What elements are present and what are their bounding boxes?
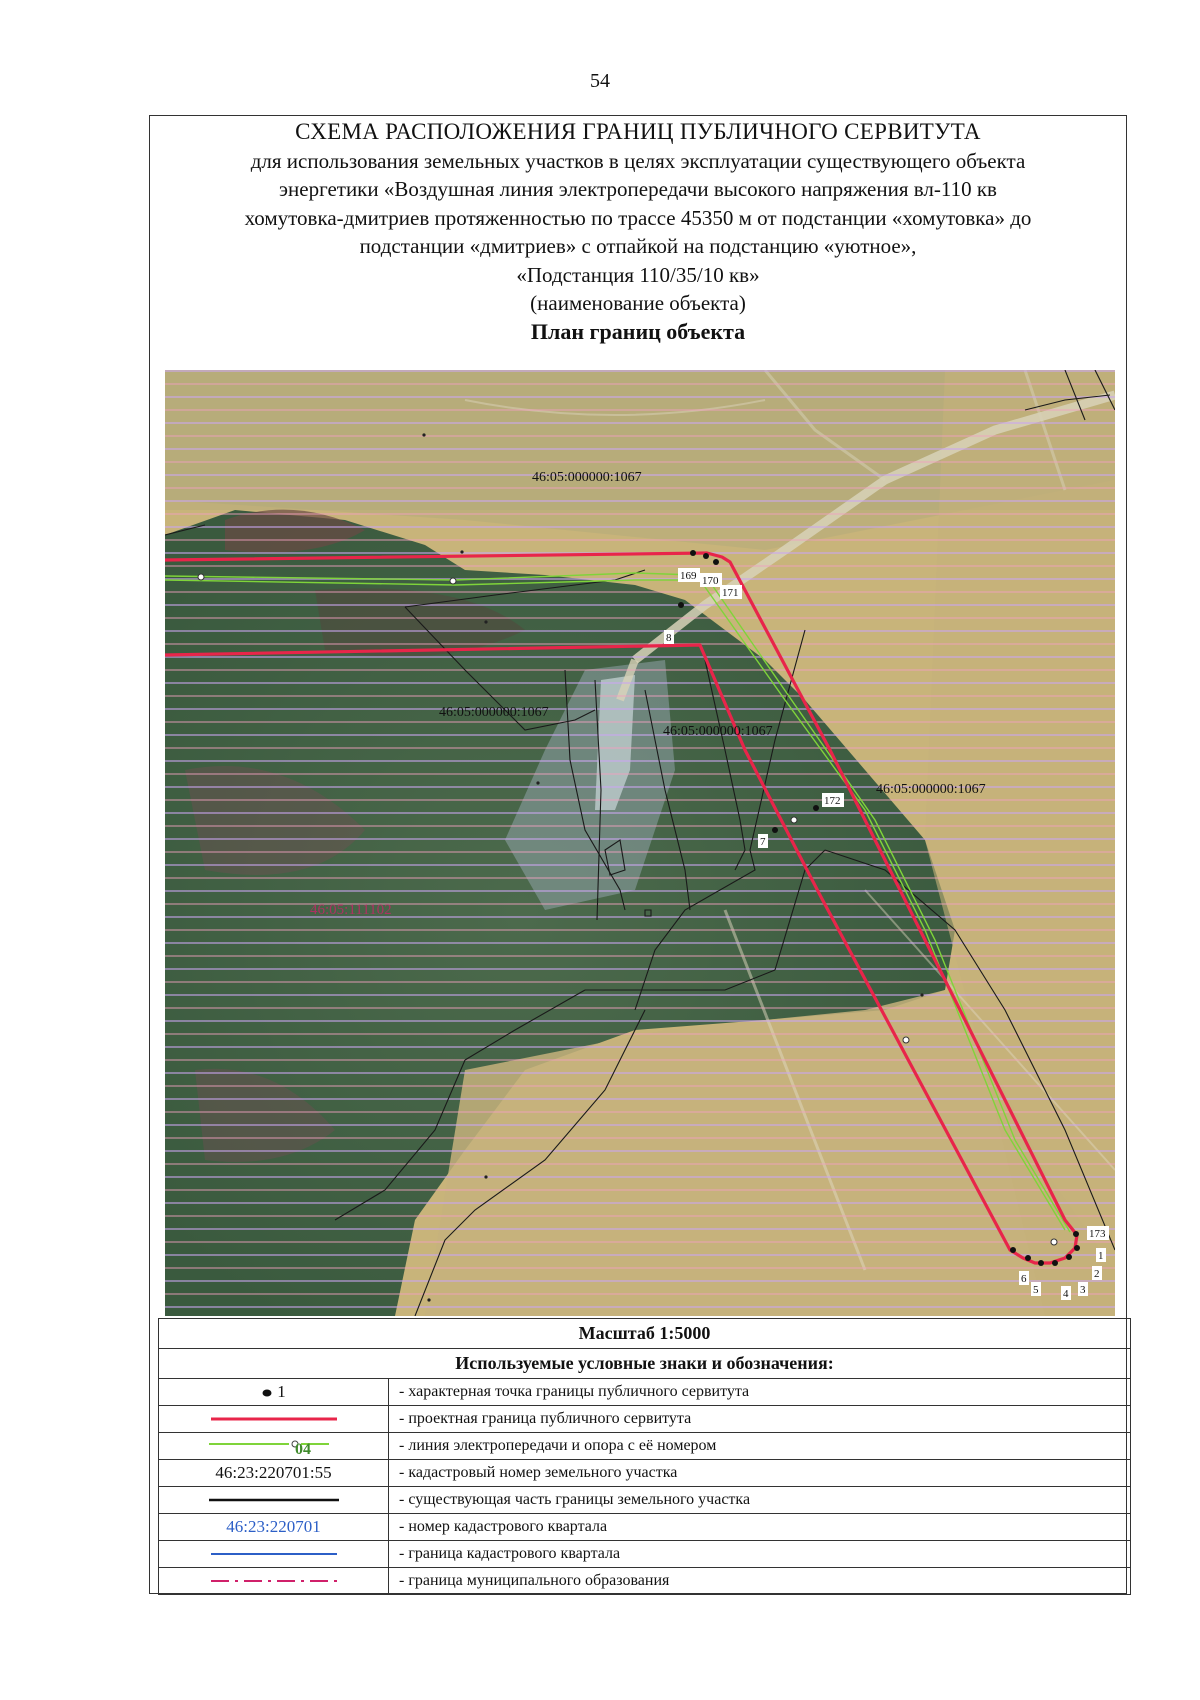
legend-text: - характерная точка границы публичного сервитута <box>389 1379 1131 1406</box>
parcel-label-4: 46:05:000000:1067 <box>876 782 986 797</box>
legend-row <box>159 1541 1131 1568</box>
legend-text: - граница муниципального образования <box>389 1568 1131 1595</box>
legend-cad-number: 46:23:220701:55 <box>159 1460 389 1487</box>
legend-symbol-point <box>159 1379 389 1406</box>
title-line-3: энергетики «Воздушная линия электропередачи высокого напряжения вл-110 кв <box>279 177 997 201</box>
svg-text:1: 1 <box>1098 1250 1104 1262</box>
parcel-label-1: 46:05:000000:1067 <box>532 470 642 485</box>
plan-title: План границ объекта <box>530 318 746 344</box>
legend-text: - линия электропередачи и опора с её номером <box>389 1433 1131 1460</box>
svg-text:5: 5 <box>1033 1284 1039 1296</box>
legend-row <box>159 1433 1131 1460</box>
legend-table <box>158 1318 1131 1595</box>
svg-text:2: 2 <box>1094 1268 1100 1280</box>
map-view[interactable] <box>165 370 1115 1316</box>
legend-point-number: 1 <box>277 1382 286 1401</box>
legend-row <box>159 1487 1131 1514</box>
svg-text:3: 3 <box>1080 1284 1086 1296</box>
legend-text: - проектная граница публичного сервитута <box>389 1406 1131 1433</box>
title-line-2: для использования земельных участков в целях эксплуатации существующего объекта <box>250 148 1026 173</box>
legend-text: - кадастровый номер земельного участка <box>389 1460 1131 1487</box>
svg-text:173: 173 <box>1089 1228 1106 1240</box>
legend-symbol-quarter-boundary <box>159 1541 389 1568</box>
title-line-6: «Подстанция 110/35/10 кв» <box>516 262 760 287</box>
legend-header: Используемые условные знаки и обозначения: <box>159 1349 1131 1379</box>
legend-symbol-parcel-boundary <box>159 1487 389 1514</box>
scan-stripes <box>165 370 1115 1316</box>
title-line-4: хомутовка-дмитриев протяженностью по трассе 45350 м от подстанции «хомутовка» до <box>244 205 1032 230</box>
legend-symbol-power-line <box>159 1433 389 1460</box>
svg-text:7: 7 <box>760 836 766 848</box>
legend-row <box>159 1514 1131 1541</box>
svg-text:172: 172 <box>824 795 841 807</box>
svg-text:170: 170 <box>702 575 719 587</box>
legend-symbol-servitude-line <box>159 1406 389 1433</box>
legend-text: - существующая часть границы земельного участка <box>389 1487 1131 1514</box>
parcel-label-3: 46:05:000000:1067 <box>663 724 773 739</box>
title-heading: СХЕМА РАСПОЛОЖЕНИЯ ГРАНИЦ ПУБЛИЧНОГО СЕРВИТУТА <box>295 119 981 144</box>
legend-symbol-municipal-boundary <box>159 1568 389 1595</box>
page-number: 54 <box>590 70 610 92</box>
legend-text: - номер кадастрового квартала <box>389 1514 1131 1541</box>
quarter-label: 46:05:111102 <box>310 902 392 918</box>
scale-label: Масштаб 1:5000 <box>159 1319 1131 1349</box>
parcel-label-2: 46:05:000000:1067 <box>439 705 549 720</box>
legend-row <box>159 1406 1131 1433</box>
object-name-caption: (наименование объекта) <box>530 291 746 315</box>
svg-text:4: 4 <box>1063 1288 1069 1300</box>
legend-row <box>159 1568 1131 1595</box>
svg-text:171: 171 <box>722 587 739 599</box>
title-block <box>150 118 1126 346</box>
legend-pole-number: 04 <box>294 1441 311 1458</box>
title-line-5: подстанции «дмитриев» с отпайкой на подстанцию «уютное», <box>359 234 917 258</box>
svg-text:169: 169 <box>680 570 697 582</box>
legend-row <box>159 1379 1131 1406</box>
legend-text: - граница кадастрового квартала <box>389 1541 1131 1568</box>
svg-text:6: 6 <box>1021 1273 1027 1285</box>
legend-row <box>159 1460 1131 1487</box>
map-canvas <box>165 370 1115 1316</box>
legend-quarter-number: 46:23:220701 <box>159 1514 389 1541</box>
svg-text:8: 8 <box>666 632 672 644</box>
